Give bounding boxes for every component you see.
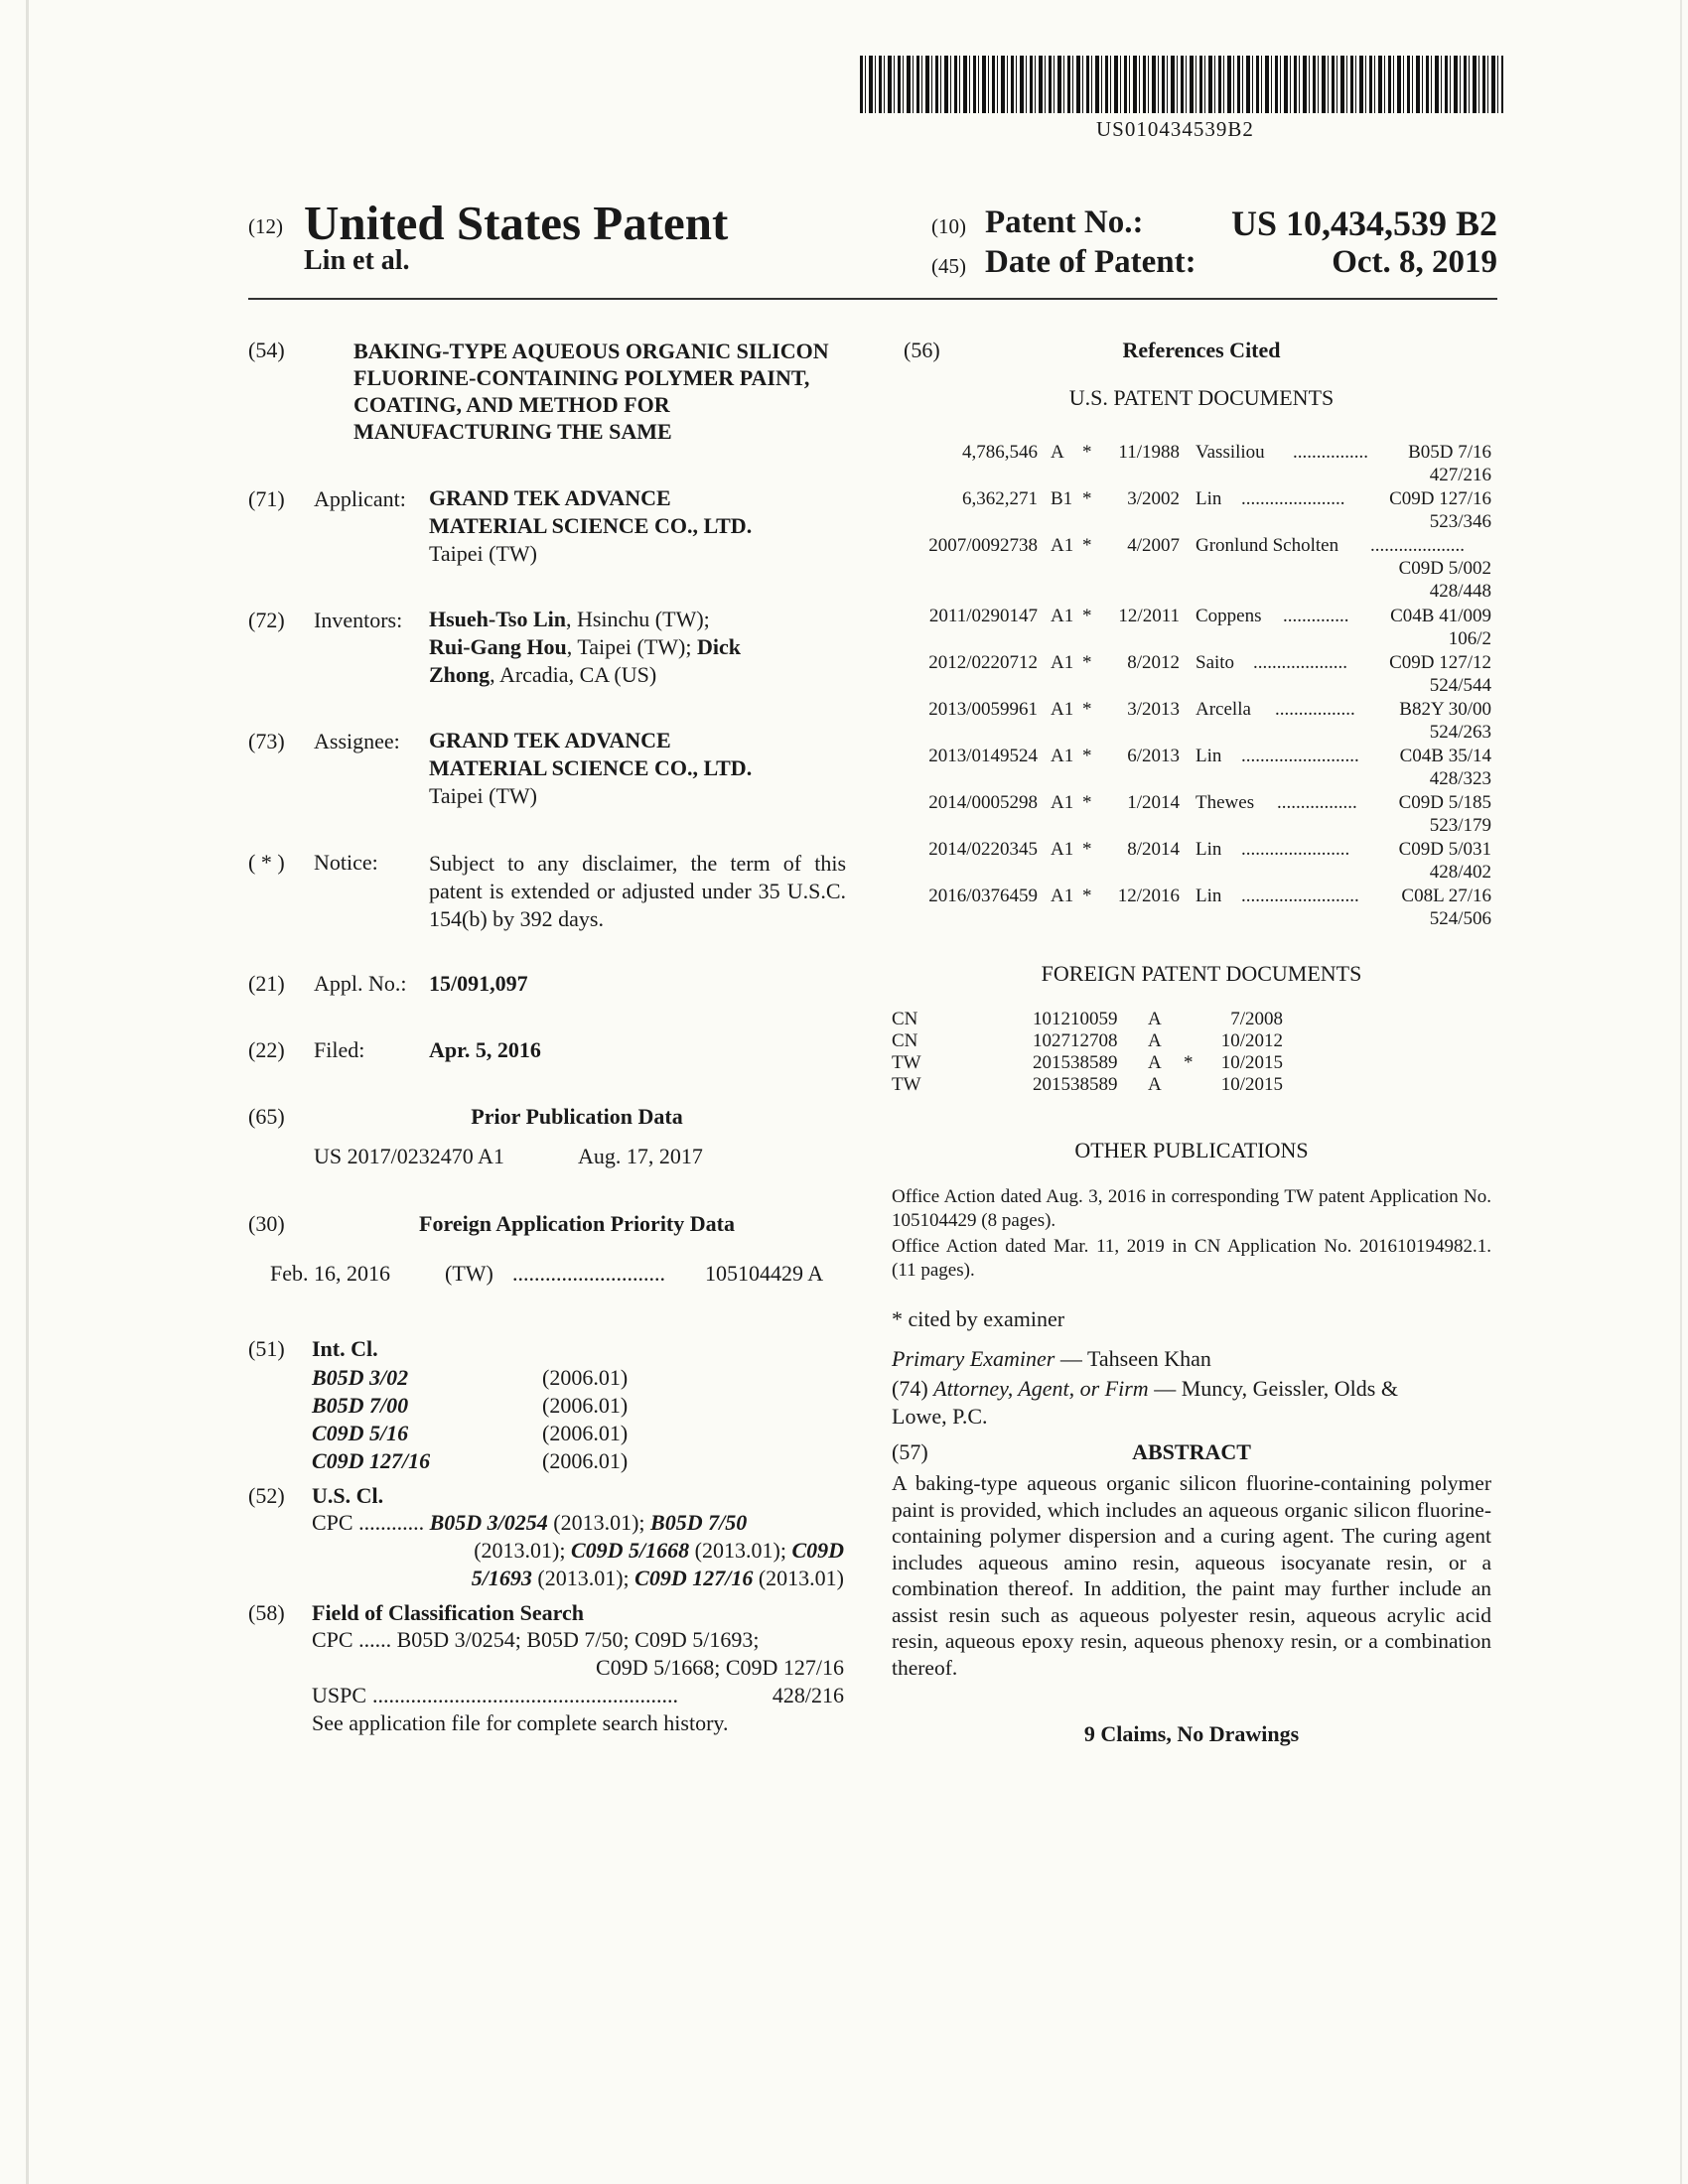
ref-kind: A1 [1051, 839, 1074, 860]
ref-date: 6/2013 [1127, 746, 1180, 766]
foreign-country: CN [892, 1030, 918, 1051]
ref-kind: A1 [1051, 792, 1074, 813]
priority-country: (TW) [445, 1261, 493, 1286]
ref-kind: A1 [1051, 699, 1074, 720]
inid-code: (58) [248, 1600, 285, 1625]
document-title: United States Patent [304, 196, 729, 250]
inid-code: (57) [892, 1439, 928, 1464]
appl-no-label: Appl. No.: [314, 971, 407, 996]
inid-code: ( * ) [248, 850, 285, 875]
abstract-heading: ABSTRACT [1132, 1439, 1251, 1464]
ref-leader-dots: ....................... [1241, 839, 1350, 860]
ref-leader-dots: .................... [1253, 652, 1347, 673]
filed-value: Apr. 5, 2016 [429, 1037, 541, 1062]
attorney-label: Attorney, Agent, or Firm [933, 1376, 1149, 1401]
inid-code: (71) [248, 486, 285, 511]
foreign-kind: A [1148, 1074, 1162, 1095]
filed-label: Filed: [314, 1037, 365, 1062]
references-heading: References Cited [1122, 338, 1281, 362]
ref-class: B82Y 30/00 [1399, 699, 1491, 720]
inid-code: (74) [892, 1376, 928, 1401]
field-search-block [312, 1626, 844, 1737]
applicant-block [429, 484, 752, 568]
ref-class: B05D 7/16 [1408, 442, 1491, 463]
prior-publication-number: US 2017/0232470 A1 [314, 1144, 504, 1168]
appl-no-value: 15/091,097 [429, 971, 528, 996]
attorney-name-cont: Lowe, P.C. [892, 1404, 988, 1429]
foreign-number: 101210059 [1033, 1009, 1118, 1029]
page-edge [26, 0, 29, 2184]
inventor-location: , Taipei (TW); [566, 634, 697, 659]
int-cl-class: B05D 3/02 [312, 1365, 409, 1390]
foreign-date: 10/2015 [1220, 1052, 1283, 1073]
ref-leader-dots: ................ [1293, 442, 1368, 463]
inid-code: (72) [248, 608, 285, 632]
foreign-asterisk: * [1184, 1052, 1194, 1073]
int-cl-row [312, 1420, 628, 1447]
ref-date: 12/2016 [1117, 886, 1180, 906]
applicant-name: MATERIAL SCIENCE CO., LTD. [429, 513, 753, 538]
ref-inventor: Thewes [1196, 792, 1255, 813]
cpc-class: C09D [791, 1538, 844, 1563]
cpc-version: (2013.01); [531, 1566, 635, 1590]
ref-number: 2014/0005298 [928, 792, 1038, 813]
assignee-block [429, 727, 752, 810]
priority-leader-dots: ............................ [512, 1261, 665, 1286]
notice-label: Notice: [314, 850, 378, 875]
foreign-number: 201538589 [1033, 1052, 1118, 1073]
inid-code: (30) [248, 1211, 285, 1236]
barcode [860, 56, 1503, 113]
int-cl-class: C09D 5/16 [312, 1421, 409, 1445]
ref-kind: A [1051, 442, 1064, 463]
other-publication: Office Action dated Mar. 11, 2019 in CN Application No. 201610194982.1. (11 pages). [892, 1236, 1491, 1281]
ref-subclass: 106/2 [1448, 628, 1491, 649]
ref-class: C09D 5/185 [1398, 792, 1491, 813]
ref-asterisk: * [1082, 606, 1092, 626]
ref-inventor: Arcella [1196, 699, 1251, 720]
inid-code: (21) [248, 971, 285, 996]
cpc-leader-dots: ............ [358, 1510, 425, 1535]
int-cl-class: C09D 127/16 [312, 1448, 431, 1473]
foreign-kind: A [1148, 1030, 1162, 1051]
prior-publication-heading: Prior Publication Data [471, 1104, 683, 1129]
ref-leader-dots: ...................... [1241, 488, 1345, 509]
foreign-country: TW [892, 1052, 921, 1073]
ref-kind: A1 [1051, 535, 1074, 556]
int-cl-version: (2006.01) [542, 1421, 629, 1445]
cpc-version: (2013.01); [547, 1510, 651, 1535]
ref-date: 4/2007 [1127, 535, 1180, 556]
ref-inventor: Lin [1196, 746, 1222, 766]
ref-leader-dots: .................... [1370, 535, 1465, 556]
ref-date: 1/2014 [1127, 792, 1180, 813]
ref-leader-dots: ................. [1277, 792, 1357, 813]
ref-asterisk: * [1082, 488, 1092, 509]
header-rule [248, 298, 1497, 300]
inid-code: (22) [248, 1037, 285, 1062]
ref-kind: A1 [1051, 746, 1074, 766]
foreign-number: 201538589 [1033, 1074, 1118, 1095]
inid-code: (12) [248, 214, 283, 238]
patent-date: Oct. 8, 2019 [1332, 244, 1497, 280]
ref-subclass: 524/506 [1429, 908, 1491, 929]
foreign-date: 10/2015 [1220, 1074, 1283, 1095]
int-cl-heading: Int. Cl. [312, 1336, 378, 1361]
ref-leader-dots: ......................... [1241, 886, 1359, 906]
ref-asterisk: * [1082, 839, 1092, 860]
ref-subclass: 427/216 [1429, 465, 1491, 485]
cpc-class: C09D 127/16 [634, 1566, 754, 1590]
ref-number: 2012/0220712 [928, 652, 1038, 673]
ref-class: C09D 5/002 [1398, 558, 1491, 579]
examiner-label: Primary Examiner [892, 1346, 1055, 1371]
assignee-label: Assignee: [314, 729, 400, 753]
field-search-cpc: C09D 5/1668; C09D 127/16 [596, 1655, 844, 1680]
ref-inventor: Coppens [1196, 606, 1262, 626]
other-publication: Office Action dated Aug. 3, 2016 in corresponding TW patent Application No. 105104429 (8 pages). [892, 1186, 1491, 1231]
us-cl-block [312, 1509, 844, 1592]
ref-subclass: 428/448 [1429, 581, 1491, 602]
foreign-country: TW [892, 1074, 921, 1095]
ref-class: C09D 5/031 [1398, 839, 1491, 860]
patent-date-label: Date of Patent: [985, 244, 1196, 280]
ref-number: 2016/0376459 [928, 886, 1038, 906]
first-inventor: Lin et al. [304, 245, 410, 276]
ref-number: 2013/0149524 [928, 746, 1038, 766]
foreign-kind: A [1148, 1009, 1162, 1029]
us-docs-heading: U.S. PATENT DOCUMENTS [1068, 385, 1335, 410]
ref-leader-dots: .............. [1283, 606, 1349, 626]
ref-class: C09D 127/12 [1389, 652, 1491, 673]
ref-subclass: 523/179 [1429, 815, 1491, 836]
uspc-leader-dots: ........................................................ [372, 1683, 679, 1707]
ref-subclass: 524/263 [1429, 722, 1491, 743]
field-search-note: See application file for complete search history. [312, 1710, 729, 1735]
inid-code: (52) [248, 1483, 285, 1508]
inid-code: (54) [248, 338, 285, 362]
cpc-version: (2013.01); [689, 1538, 792, 1563]
uspc-label: USPC [312, 1683, 367, 1707]
barcode-number: US010434539B2 [1096, 117, 1254, 141]
ref-leader-dots: ......................... [1241, 746, 1359, 766]
cited-by-examiner-note: * cited by examiner [892, 1306, 1065, 1331]
inventor-name: Zhong [429, 662, 491, 687]
inventor-location: , Arcadia, CA (US) [490, 662, 657, 687]
applicant-label: Applicant: [314, 486, 406, 511]
cpc-label: CPC [312, 1510, 353, 1535]
inventor-name: Rui-Gang Hou [429, 634, 567, 659]
ref-asterisk: * [1082, 652, 1092, 673]
ref-inventor: Gronlund Scholten [1196, 535, 1339, 556]
ref-date: 11/1988 [1118, 442, 1180, 463]
examiner-name: — Tahseen Khan [1055, 1346, 1211, 1371]
cpc-version: (2013.01) [753, 1566, 844, 1590]
inventor-name: Hsueh-Tso Lin [429, 607, 566, 631]
ref-date: 3/2002 [1127, 488, 1180, 509]
ref-kind: B1 [1051, 488, 1073, 509]
foreign-date: 10/2012 [1220, 1030, 1283, 1051]
foreign-country: CN [892, 1009, 918, 1029]
primary-examiner [892, 1346, 1211, 1372]
assignee-name: GRAND TEK ADVANCE [429, 728, 671, 752]
foreign-docs-heading: FOREIGN PATENT DOCUMENTS [1041, 961, 1362, 986]
ref-number: 2011/0290147 [928, 606, 1038, 626]
int-cl-version: (2006.01) [542, 1365, 629, 1390]
ref-asterisk: * [1082, 442, 1092, 463]
attorney-name: — Muncy, Geissler, Olds & [1148, 1376, 1398, 1401]
uspc-value: 428/216 [772, 1683, 844, 1707]
ref-leader-dots: ................. [1275, 699, 1355, 720]
ref-kind: A1 [1051, 652, 1074, 673]
cpc-class: B05D 3/0254 [429, 1510, 548, 1535]
int-cl-class: B05D 7/00 [312, 1393, 409, 1418]
foreign-date: 7/2008 [1230, 1009, 1283, 1029]
ref-subclass: 524/544 [1429, 675, 1491, 696]
inventors-block [429, 606, 741, 689]
ref-inventor: Vassiliou [1196, 442, 1265, 463]
ref-subclass: 523/346 [1429, 511, 1491, 532]
foreign-kind: A [1148, 1052, 1162, 1073]
ref-subclass: 428/402 [1429, 862, 1491, 883]
ref-number: 2007/0092738 [928, 535, 1038, 556]
page-edge [1680, 0, 1682, 2184]
ref-date: 3/2013 [1127, 699, 1180, 720]
inventors-label: Inventors: [314, 608, 403, 632]
ref-asterisk: * [1082, 792, 1092, 813]
cpc-class: C09D 5/1668 [570, 1538, 690, 1563]
ref-date: 12/2011 [1118, 606, 1180, 626]
inventor-name: Dick [697, 634, 741, 659]
ref-class: C08L 27/16 [1401, 886, 1491, 906]
ref-number: 2014/0220345 [928, 839, 1038, 860]
int-cl-table [312, 1364, 628, 1475]
ref-date: 8/2012 [1127, 652, 1180, 673]
applicant-name: GRAND TEK ADVANCE [429, 485, 671, 510]
ref-asterisk: * [1082, 746, 1092, 766]
ref-class: C04B 35/14 [1399, 746, 1491, 766]
ref-asterisk: * [1082, 886, 1092, 906]
patent-number-label: Patent No.: [985, 205, 1144, 240]
us-cl-heading: U.S. Cl. [312, 1483, 384, 1508]
attorney [892, 1376, 1398, 1402]
applicant-location: Taipei (TW) [429, 541, 538, 566]
int-cl-row [312, 1392, 628, 1420]
inid-code: (10) [931, 214, 966, 238]
foreign-number: 102712708 [1033, 1030, 1118, 1051]
ref-subclass: 428/323 [1429, 768, 1491, 789]
foreign-priority-heading: Foreign Application Priority Data [419, 1211, 735, 1236]
priority-number: 105104429 A [705, 1261, 824, 1286]
abstract-text: A baking-type aqueous organic silicon fluorine-containing polymer paint is provided, which includes an aqueous organic silicon fluorine-containing polymer dispersion and a curing agent. The curing agent includes aqueous amino resin, aqueous isocyanate resin, or a combination thereof. In addition, the paint may further include an assist resin such as aqueous polyester resin, aqueous acrylic acid resin, aqueous epoxy resin, aqueous phenoxy resin, or a combination thereof. [892, 1471, 1491, 1680]
field-search-heading: Field of Classification Search [312, 1600, 584, 1625]
assignee-name: MATERIAL SCIENCE CO., LTD. [429, 755, 753, 780]
ref-class: C09D 127/16 [1389, 488, 1491, 509]
prior-publication-date: Aug. 17, 2017 [578, 1144, 703, 1168]
priority-date: Feb. 16, 2016 [270, 1261, 390, 1286]
inid-code: (51) [248, 1336, 285, 1361]
cpc-class: 5/1693 [471, 1566, 532, 1590]
int-cl-row [312, 1447, 628, 1475]
cpc-version: (2013.01); [474, 1538, 571, 1563]
ref-number: 4,786,546 [962, 442, 1038, 463]
inventor-location: , Hsinchu (TW); [565, 607, 710, 631]
field-search-cpc: CPC ...... B05D 3/0254; B05D 7/50; C09D 5/1693; [312, 1627, 760, 1652]
ref-class: C04B 41/009 [1390, 606, 1491, 626]
ref-date: 8/2014 [1127, 839, 1180, 860]
int-cl-version: (2006.01) [542, 1393, 629, 1418]
patent-number: US 10,434,539 B2 [1230, 204, 1497, 243]
int-cl-version: (2006.01) [542, 1448, 629, 1473]
ref-inventor: Lin [1196, 886, 1222, 906]
assignee-location: Taipei (TW) [429, 783, 538, 808]
inid-code: (65) [248, 1104, 285, 1129]
claims-note: 9 Claims, No Drawings [1083, 1721, 1300, 1746]
other-publications-heading: OTHER PUBLICATIONS [1074, 1138, 1309, 1162]
ref-kind: A1 [1051, 606, 1074, 626]
int-cl-row [312, 1364, 628, 1392]
ref-inventor: Lin [1196, 839, 1222, 860]
ref-inventor: Saito [1196, 652, 1235, 673]
invention-title: BAKING-TYPE AQUEOUS ORGANIC SILICON FLUORINE-CONTAINING POLYMER PAINT, COATING, AND METHOD FOR MANUFACTURING THE SAME [353, 339, 829, 444]
cpc-class: B05D 7/50 [650, 1510, 748, 1535]
ref-inventor: Lin [1196, 488, 1222, 509]
ref-number: 2013/0059961 [928, 699, 1038, 720]
inid-code: (73) [248, 729, 285, 753]
inid-code: (45) [931, 254, 966, 278]
inid-code: (56) [904, 338, 940, 362]
ref-kind: A1 [1051, 886, 1074, 906]
ref-asterisk: * [1082, 535, 1092, 556]
ref-asterisk: * [1082, 699, 1092, 720]
ref-number: 6,362,271 [962, 488, 1038, 509]
notice-text: Subject to any disclaimer, the term of this patent is extended or adjusted under 35 U.S.C. 154(b) by 392 days. [429, 851, 846, 931]
